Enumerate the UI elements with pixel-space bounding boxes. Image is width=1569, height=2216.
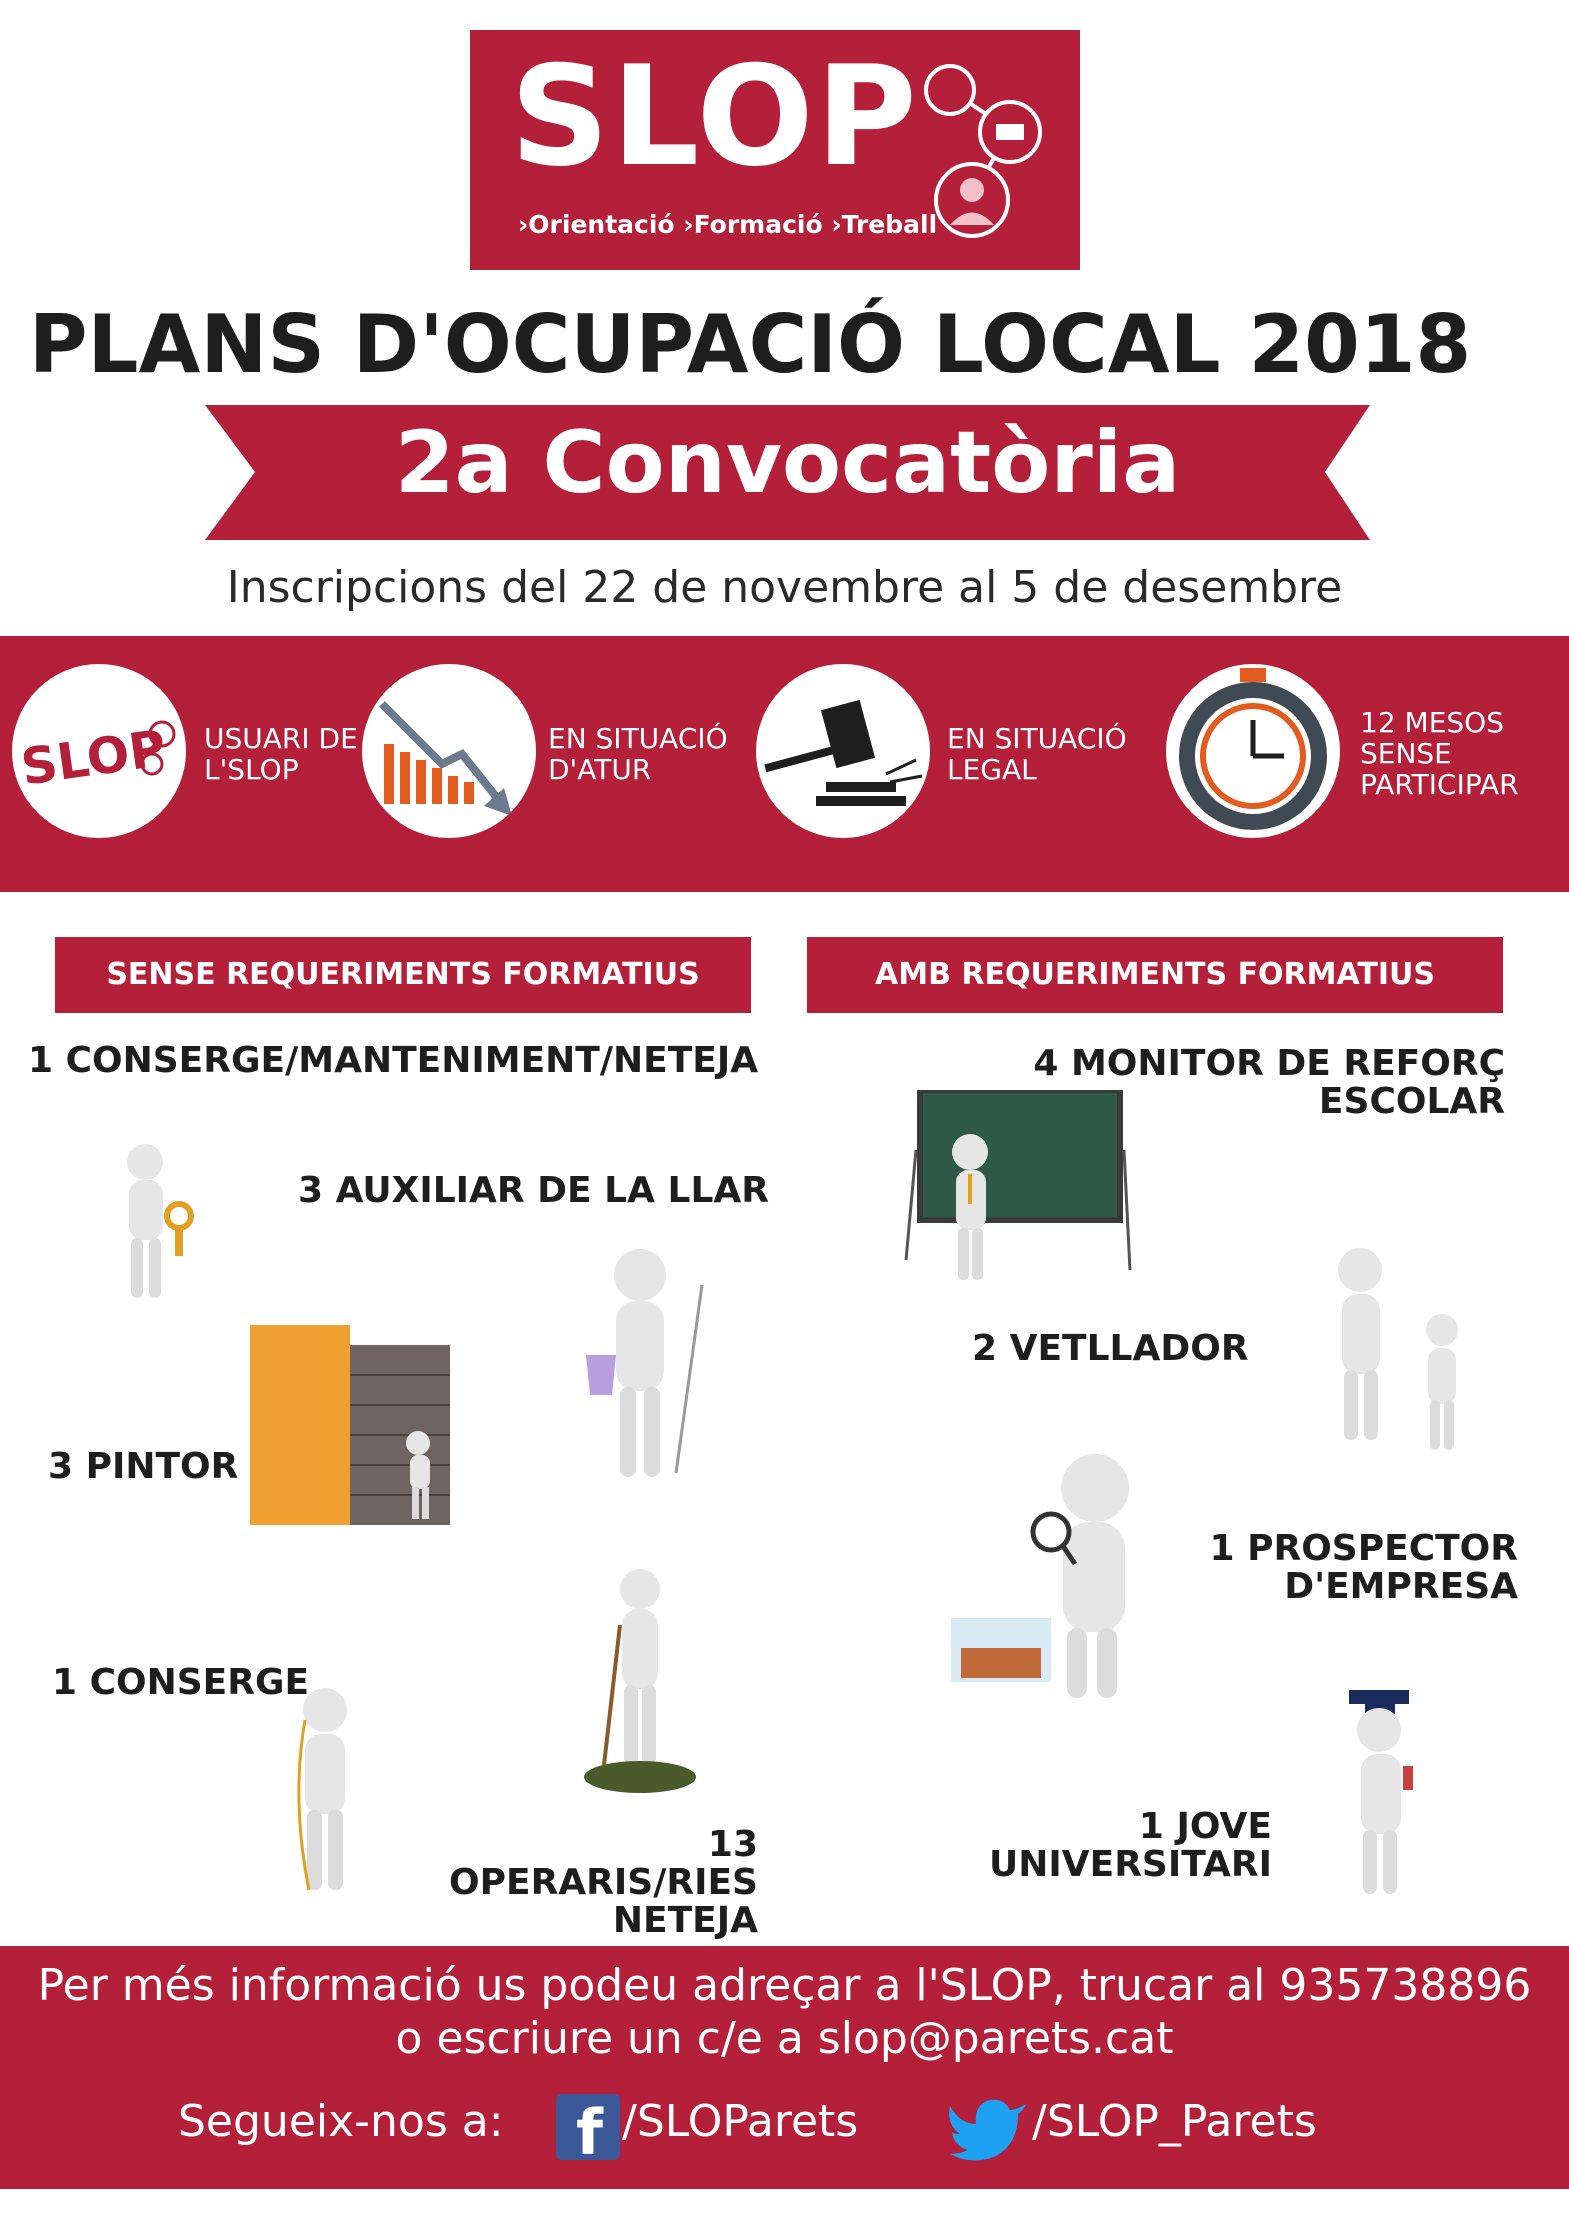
figure-graduate-icon	[1325, 1690, 1445, 1900]
job-item: 4 MONITOR DE REFORÇ ESCOLAR	[1033, 1043, 1505, 1122]
facebook-link[interactable]: /SLOParets	[622, 2096, 859, 2147]
job-item: 3 AUXILIAR DE LA LLAR	[298, 1170, 769, 1211]
svg-text:f: f	[576, 2096, 603, 2160]
figure-phone-icon	[205, 1680, 445, 1900]
job-item: 1 PROSPECTOR D'EMPRESA	[1209, 1528, 1518, 1607]
footer	[0, 1946, 1569, 2189]
banner-title: 2a Convocatòria	[394, 413, 1181, 513]
stopwatch-icon	[1166, 664, 1340, 838]
twitter-icon[interactable]	[946, 2094, 1030, 2164]
job-item: 1 JOVE UNIVERSITARI	[989, 1806, 1272, 1885]
job-item: 3 PINTOR	[48, 1446, 239, 1487]
job-item: 1 CONSERGE	[52, 1662, 310, 1703]
left-column-header: SENSE REQUERIMENTS FORMATIUS	[55, 937, 751, 1013]
registration-dates: Inscripcions del 22 de novembre al 5 de desembre	[226, 562, 1343, 613]
figure-blackboard-icon	[900, 1090, 1140, 1290]
job-item: 2 VETLLADOR	[972, 1328, 1249, 1369]
figure-magnifier-icon	[945, 1448, 1175, 1708]
job-item: 1 CONSERGE/MANTENIMENT/NETEJA	[28, 1040, 759, 1081]
svg-text:SLOP: SLOP	[17, 719, 170, 797]
job-item: 13 OPERARIS/RIES NETEJA	[449, 1824, 758, 1941]
slop-logo	[470, 30, 1080, 270]
requirements-band	[0, 636, 1569, 892]
requirement-label: USUARI DE L'SLOP	[204, 722, 358, 786]
logo-text: SLOP	[510, 36, 919, 197]
figure-broom-icon	[580, 1565, 700, 1795]
slop-logo-icon	[12, 664, 186, 838]
requirement-label: EN SITUACIÓ LEGAL	[947, 722, 1127, 786]
requirement-label: EN SITUACIÓ D'ATUR	[548, 722, 728, 786]
right-column-header: AMB REQUERIMENTS FORMATIUS	[807, 937, 1503, 1013]
unemployment-chart-icon	[362, 664, 536, 838]
requirement-label: 12 MESOS SENSE PARTICIPAR	[1360, 706, 1519, 801]
figure-mop-icon	[580, 1245, 710, 1485]
logo-tagline: ›Orientació ›Formació ›Treball	[518, 210, 938, 239]
gavel-icon	[756, 664, 930, 838]
facebook-icon[interactable]	[556, 2094, 620, 2160]
twitter-link[interactable]: /SLOP_Parets	[1032, 2096, 1317, 2147]
painter-wall-icon	[230, 1325, 465, 1555]
contact-email: o escriure un c/e a slop@parets.cat	[395, 2013, 1174, 2064]
figure-key-icon	[105, 1140, 205, 1310]
page-title: PLANS D'OCUPACIÓ LOCAL 2018	[28, 298, 1472, 391]
contact-info: Per més informació us podeu adreçar a l'SLOP, trucar al 935738896	[37, 1960, 1532, 2011]
figures-jumping-icon	[1300, 1240, 1480, 1460]
follow-label: Segueix-nos a:	[178, 2096, 504, 2147]
